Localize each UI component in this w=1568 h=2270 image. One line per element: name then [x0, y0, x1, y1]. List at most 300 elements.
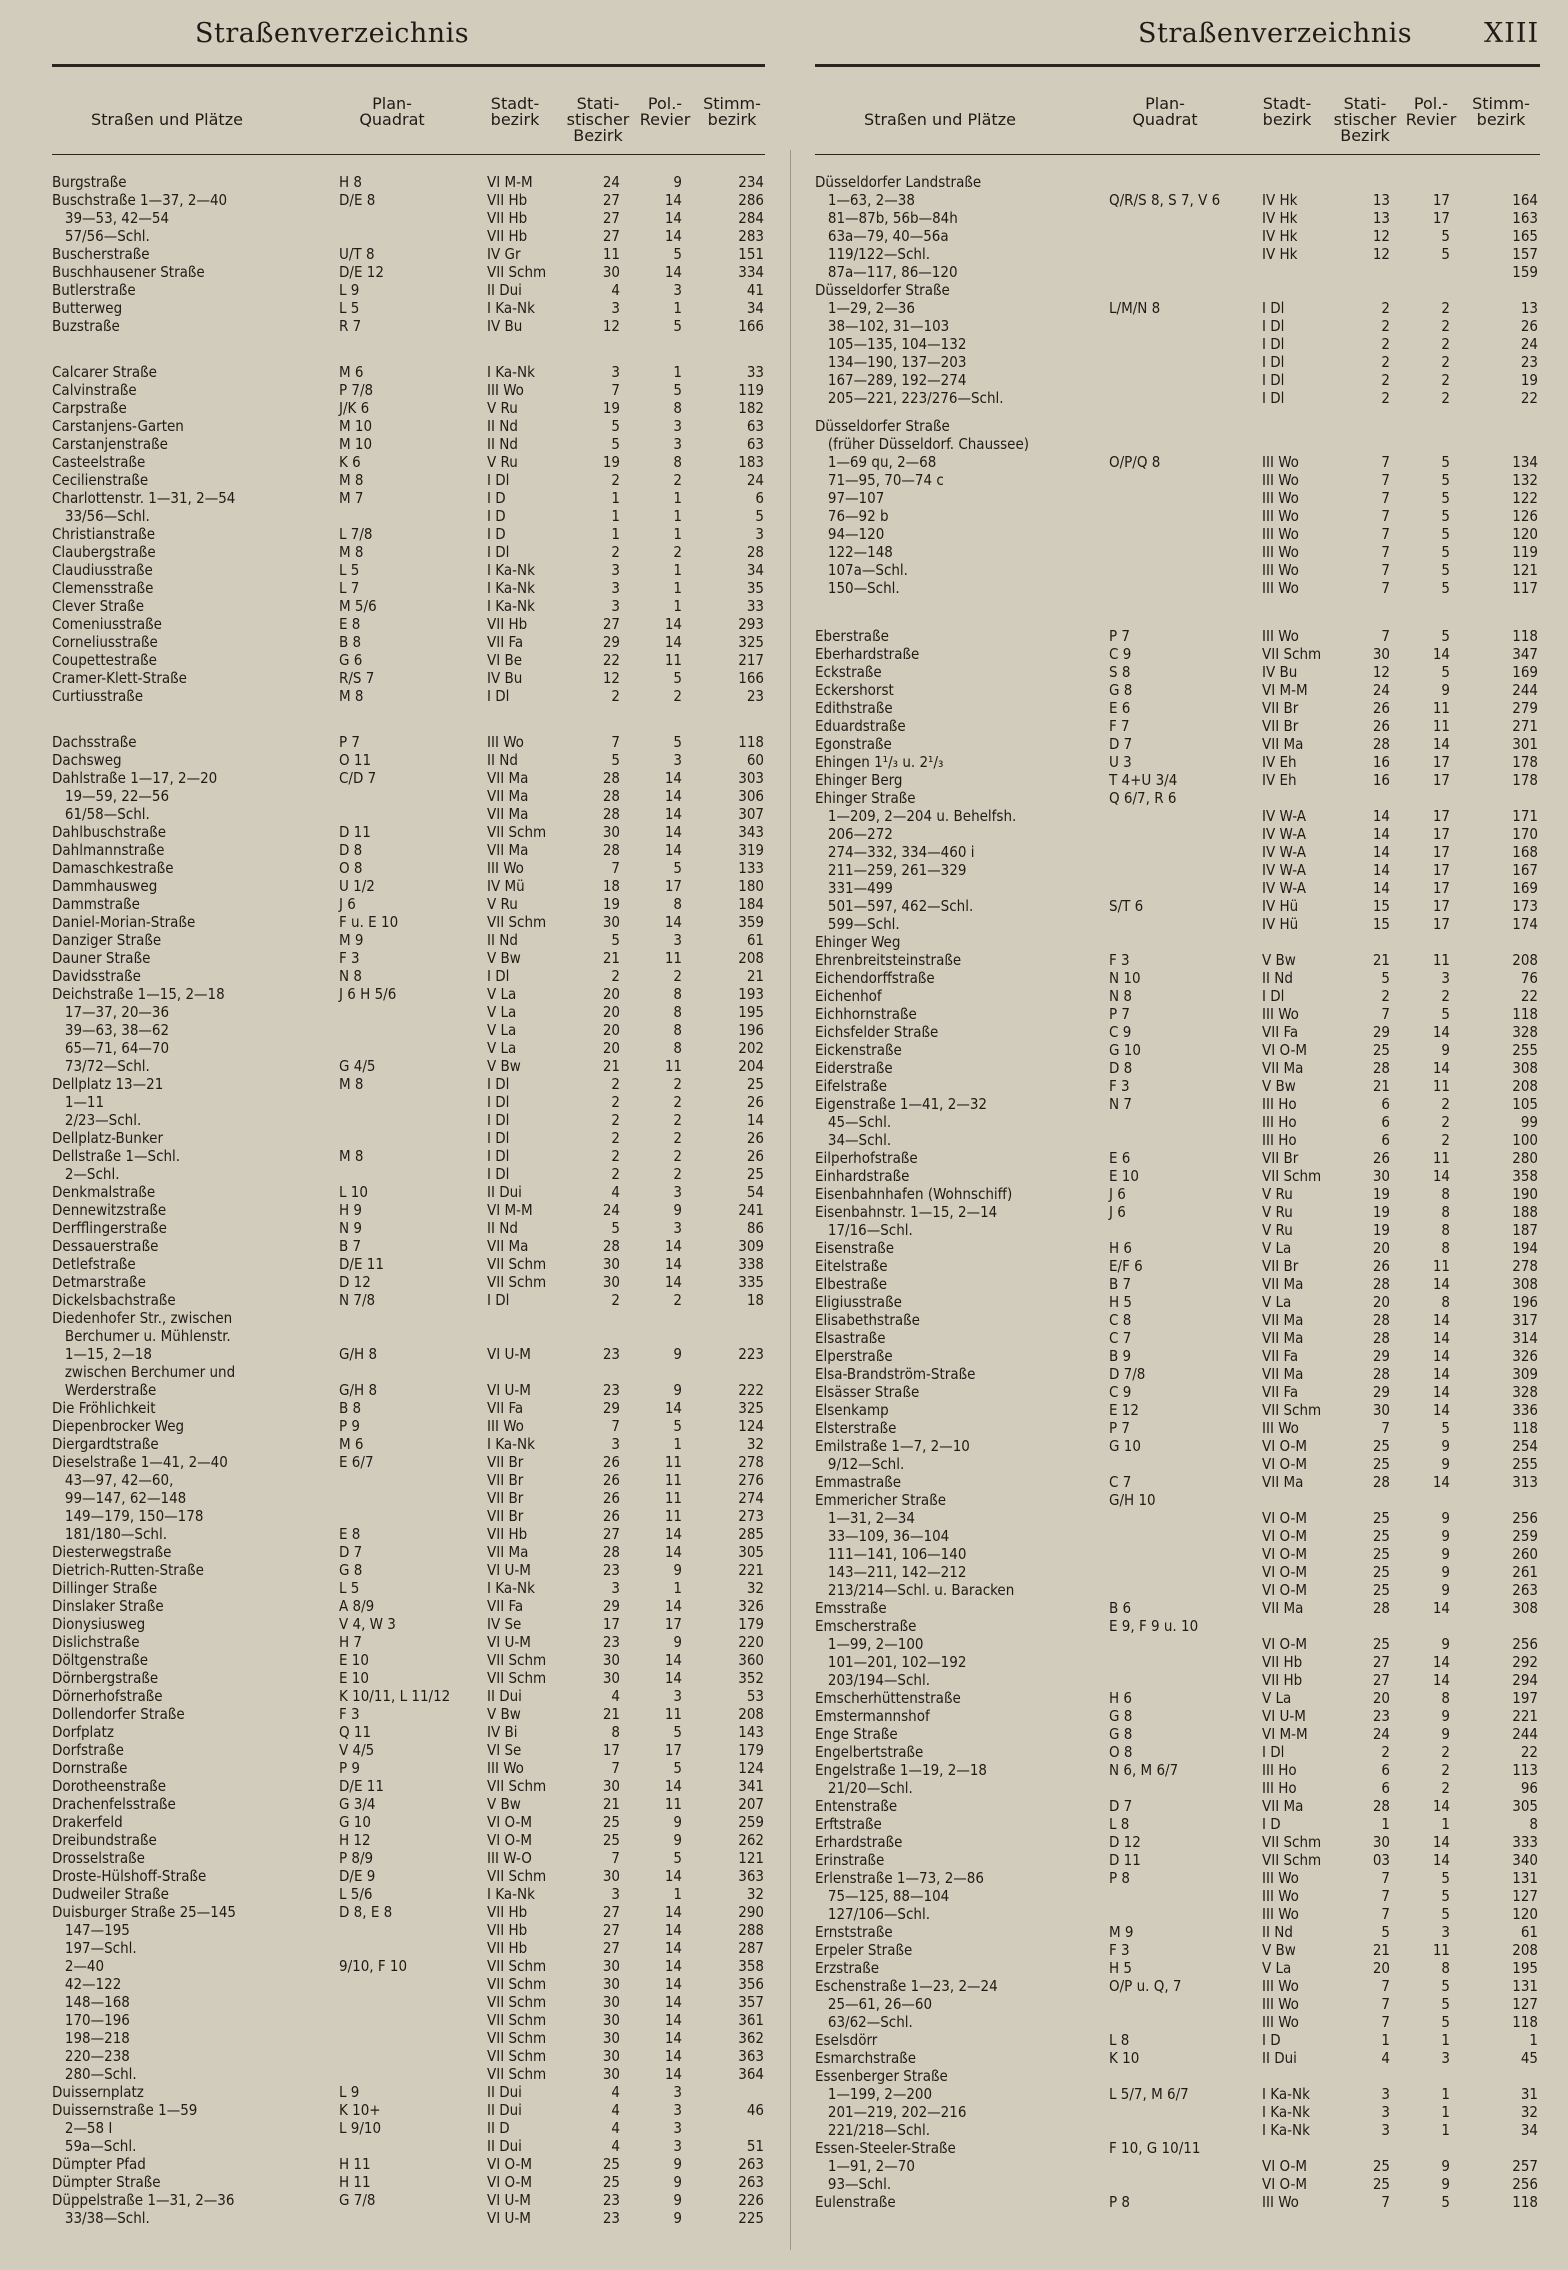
- plan-quadrat: G 3/4: [339, 1795, 376, 1813]
- pol-revier: 1: [1441, 2121, 1450, 2139]
- stadtbezirk: VI O-M: [1262, 1635, 1308, 1653]
- stimmbezirk: 26: [746, 1129, 764, 1147]
- table-row: [52, 733, 765, 751]
- plan-quadrat: O/P u. Q, 7: [1109, 1977, 1182, 1995]
- street-name: Derfflingerstraße: [52, 1219, 167, 1237]
- stadtbezirk: III Ho: [1262, 1095, 1297, 1113]
- table-row: [815, 1095, 1540, 1113]
- statistischer-bezirk: 2: [611, 967, 620, 985]
- street-name: Eligiusstraße: [815, 1293, 902, 1311]
- plan-quadrat: F 3: [1109, 1077, 1130, 1095]
- street-name: Eickenstraße: [815, 1041, 902, 1059]
- stadtbezirk: II Dui: [487, 2137, 522, 2155]
- stimmbezirk: 174: [1512, 915, 1538, 933]
- stimmbezirk: 234: [738, 173, 764, 191]
- street-name: Droste-Hülshoff-Straße: [52, 1867, 207, 1885]
- table-row: [52, 1327, 765, 1345]
- statistischer-bezirk: 3: [611, 561, 620, 579]
- table-row: [815, 245, 1540, 263]
- stadtbezirk: V La: [487, 1021, 517, 1039]
- table-row: [815, 471, 1540, 489]
- street-name: 71—95, 70—74 c: [815, 471, 944, 489]
- table-row: [815, 933, 1540, 951]
- stimmbezirk: 226: [738, 2191, 764, 2209]
- stadtbezirk: VII Hb: [487, 209, 528, 227]
- street-name: Eckstraße: [815, 663, 882, 681]
- table-row: [52, 417, 765, 435]
- street-name: 63/62—Schl.: [815, 2013, 913, 2031]
- stimmbezirk: 307: [738, 805, 764, 823]
- table-row: [52, 669, 765, 687]
- statistischer-bezirk: 7: [1381, 1905, 1390, 1923]
- table-row: [52, 633, 765, 651]
- statistischer-bezirk: 4: [611, 2101, 620, 2119]
- table-row: [815, 525, 1540, 543]
- street-name: Dachsstraße: [52, 733, 137, 751]
- statistischer-bezirk: 20: [602, 1003, 620, 1021]
- stimmbezirk: 23: [746, 687, 764, 705]
- pol-revier: 9: [673, 1813, 682, 1831]
- stadtbezirk: VII Schm: [487, 1975, 547, 1993]
- pol-revier: 3: [673, 751, 682, 769]
- plan-quadrat: H 5: [1109, 1293, 1133, 1311]
- table-row: [52, 949, 765, 967]
- street-name: 1—29, 2—36: [815, 299, 915, 317]
- stadtbezirk: VII Schm: [487, 1777, 547, 1795]
- table-row: [815, 209, 1540, 227]
- street-name: 17—37, 20—36: [52, 1003, 170, 1021]
- stimmbezirk: 25: [746, 1075, 764, 1093]
- table-row: [52, 2173, 765, 2191]
- pol-revier: 14: [664, 2047, 682, 2065]
- stimmbezirk: 21: [746, 967, 764, 985]
- pol-revier: 3: [673, 2137, 682, 2155]
- street-name: Egonstraße: [815, 735, 892, 753]
- statistischer-bezirk: 2: [1381, 389, 1390, 407]
- table-row: [815, 843, 1540, 861]
- plan-quadrat: B 7: [339, 1237, 362, 1255]
- table-row: [52, 317, 765, 335]
- plan-quadrat: H 11: [339, 2155, 371, 2173]
- street-name: Eitelstraße: [815, 1257, 888, 1275]
- statistischer-bezirk: 23: [602, 1381, 620, 1399]
- stimmbezirk: 255: [1512, 1041, 1538, 1059]
- stadtbezirk: I Dl: [1262, 299, 1285, 317]
- stimmbezirk: 194: [1512, 1239, 1538, 1257]
- plan-quadrat: L 9: [339, 281, 360, 299]
- pol-revier: 8: [1441, 1221, 1450, 1239]
- street-name: Erhardstraße: [815, 1833, 903, 1851]
- stadtbezirk: V Bw: [487, 949, 521, 967]
- stadtbezirk: II Nd: [487, 931, 518, 949]
- stadtbezirk: III Ho: [1262, 1131, 1297, 1149]
- pol-revier: 17: [1432, 897, 1450, 915]
- table-row: [815, 969, 1540, 987]
- stadtbezirk: VII Fa: [1262, 1383, 1299, 1401]
- stadtbezirk: V Ru: [487, 453, 518, 471]
- statistischer-bezirk: 5: [611, 931, 620, 949]
- stadtbezirk: V Ru: [1262, 1221, 1293, 1239]
- stimmbezirk: 182: [738, 399, 764, 417]
- statistischer-bezirk: 7: [1381, 1887, 1390, 1905]
- pol-revier: 5: [673, 859, 682, 877]
- statistischer-bezirk: 27: [602, 615, 620, 633]
- plan-quadrat: D/E 9: [339, 1867, 376, 1885]
- stimmbezirk: 187: [1512, 1221, 1538, 1239]
- plan-quadrat: G 10: [1109, 1437, 1141, 1455]
- stadtbezirk: IV Mü: [487, 877, 525, 895]
- stadtbezirk: IV Bu: [487, 317, 523, 335]
- street-name: Esmarchstraße: [815, 2049, 917, 2067]
- table-row: [52, 877, 765, 895]
- plan-quadrat: L 9: [339, 2083, 360, 2101]
- stadtbezirk: I Ka-Nk: [487, 299, 535, 317]
- street-name: Elsenkamp: [815, 1401, 889, 1419]
- stadtbezirk: VII Fa: [1262, 1023, 1299, 1041]
- statistischer-bezirk: 3: [1381, 2121, 1390, 2139]
- pol-revier: 14: [1432, 1473, 1450, 1491]
- statistischer-bezirk: 3: [611, 363, 620, 381]
- statistischer-bezirk: 29: [602, 1597, 620, 1615]
- pol-revier: 9: [1441, 2157, 1450, 2175]
- table-row: [815, 1941, 1540, 1959]
- pol-revier: 9: [1441, 1581, 1450, 1599]
- stadtbezirk: V Ru: [1262, 1185, 1293, 1203]
- street-name: Emstermannshof: [815, 1707, 930, 1725]
- stadtbezirk: I Dl: [1262, 317, 1285, 335]
- stadtbezirk: VI Se: [487, 1741, 522, 1759]
- table-row: [815, 1077, 1540, 1095]
- table-row: [815, 735, 1540, 753]
- header-rule-left: [52, 64, 765, 67]
- table-row: [815, 1239, 1540, 1257]
- stadtbezirk: II Nd: [487, 417, 518, 435]
- table-row: [815, 1887, 1540, 1905]
- stimmbezirk: 166: [738, 669, 764, 687]
- stadtbezirk: VI U-M: [487, 1633, 531, 1651]
- stadtbezirk: IV W-A: [1262, 843, 1306, 861]
- statistischer-bezirk: 7: [1381, 471, 1390, 489]
- stimmbezirk: 76: [1520, 969, 1538, 987]
- statistischer-bezirk: 25: [1372, 2175, 1390, 2193]
- pol-revier: 14: [1432, 1311, 1450, 1329]
- statistischer-bezirk: 25: [1372, 1527, 1390, 1545]
- statistischer-bezirk: 20: [1372, 1689, 1390, 1707]
- street-name: Entenstraße: [815, 1797, 898, 1815]
- stadtbezirk: V La: [1262, 1959, 1292, 1977]
- table-row: [815, 1311, 1540, 1329]
- stimmbezirk: 273: [738, 1507, 764, 1525]
- stadtbezirk: IV Hk: [1262, 191, 1298, 209]
- street-name: Cramer-Klett-Straße: [52, 669, 187, 687]
- table-row: [52, 1705, 765, 1723]
- street-name: Calvinstraße: [52, 381, 137, 399]
- stadtbezirk: III Wo: [487, 381, 524, 399]
- statistischer-bezirk: 7: [1381, 627, 1390, 645]
- statistischer-bezirk: 27: [1372, 1671, 1390, 1689]
- statistischer-bezirk: 20: [602, 985, 620, 1003]
- stadtbezirk: VII Fa: [487, 1399, 524, 1417]
- stimmbezirk: 127: [1512, 1995, 1538, 2013]
- statistischer-bezirk: 24: [1372, 1725, 1390, 1743]
- pol-revier: 11: [664, 1471, 682, 1489]
- table-row: [815, 1815, 1540, 1833]
- stimmbezirk: 132: [1512, 471, 1538, 489]
- statistischer-bezirk: 25: [1372, 1563, 1390, 1581]
- stimmbezirk: 221: [1512, 1707, 1538, 1725]
- plan-quadrat: M 8: [339, 687, 364, 705]
- stadtbezirk: VII Hb: [487, 1939, 528, 1957]
- stadtbezirk: V La: [487, 1039, 517, 1057]
- street-name: 21/20—Schl.: [815, 1779, 913, 1797]
- street-name: Carstanjenstraße: [52, 435, 168, 453]
- street-name: Dörnerhofstraße: [52, 1687, 163, 1705]
- pol-revier: 14: [664, 2029, 682, 2047]
- plan-quadrat: C 7: [1109, 1329, 1132, 1347]
- table-row: [52, 1345, 765, 1363]
- table-row: [52, 1687, 765, 1705]
- street-name: Dickelsbachstraße: [52, 1291, 176, 1309]
- stadtbezirk: VI O-M: [1262, 1455, 1308, 1473]
- statistischer-bezirk: 30: [602, 2065, 620, 2083]
- plan-quadrat: U 1/2: [339, 877, 375, 895]
- plan-quadrat: G/H 8: [339, 1345, 378, 1363]
- statistischer-bezirk: 4: [611, 2137, 620, 2155]
- col-stimm-header: Stimm- bezirk: [703, 94, 761, 129]
- stimmbezirk: 362: [738, 2029, 764, 2047]
- stimmbezirk: 309: [1512, 1365, 1538, 1383]
- street-name: Christianstraße: [52, 525, 156, 543]
- pol-revier: 14: [1432, 1329, 1450, 1347]
- street-name: 501—597, 462—Schl.: [815, 897, 974, 915]
- table-row: [815, 1365, 1540, 1383]
- street-name: 201—219, 202—216: [815, 2103, 967, 2121]
- stimmbezirk: 173: [1512, 897, 1538, 915]
- stimmbezirk: 309: [738, 1237, 764, 1255]
- stimmbezirk: 326: [738, 1597, 764, 1615]
- street-name: 221/218—Schl.: [815, 2121, 930, 2139]
- table-row: [52, 281, 765, 299]
- table-row: [815, 1545, 1540, 1563]
- stadtbezirk: VII Ma: [487, 1237, 529, 1255]
- stimmbezirk: 244: [1512, 681, 1538, 699]
- table-row: [815, 191, 1540, 209]
- table-row: [52, 435, 765, 453]
- stimmbezirk: 208: [1512, 1077, 1538, 1095]
- stadtbezirk: VII Schm: [487, 1669, 547, 1687]
- street-name: Ehinger Straße: [815, 789, 916, 807]
- table-row: [815, 389, 1540, 407]
- stimmbezirk: 23: [1520, 353, 1538, 371]
- table-row: [52, 1039, 765, 1057]
- plan-quadrat: G 8: [339, 1561, 363, 1579]
- plan-quadrat: N 8: [339, 967, 362, 985]
- stadtbezirk: VII Br: [487, 1471, 524, 1489]
- stimmbezirk: 96: [1520, 1779, 1538, 1797]
- street-name: 107a—Schl.: [815, 561, 908, 579]
- pol-revier: 8: [673, 985, 682, 1003]
- street-name: 39—63, 38—62: [52, 1021, 170, 1039]
- plan-quadrat: L 5: [339, 561, 360, 579]
- stadtbezirk: IV Hk: [1262, 245, 1298, 263]
- stimmbezirk: 169: [1512, 879, 1538, 897]
- pol-revier: 14: [664, 1597, 682, 1615]
- stadtbezirk: VII Schm: [1262, 1167, 1322, 1185]
- right-column: [815, 88, 1540, 2238]
- table-row: [52, 1489, 765, 1507]
- statistischer-bezirk: 27: [602, 191, 620, 209]
- table-row: [815, 1005, 1540, 1023]
- plan-quadrat: G 4/5: [339, 1057, 376, 1075]
- stadtbezirk: I Dl: [1262, 335, 1285, 353]
- plan-quadrat: B 6: [1109, 1599, 1132, 1617]
- street-name: 39—53, 42—54: [52, 209, 170, 227]
- stadtbezirk: I Dl: [487, 1165, 510, 1183]
- street-name: Emilstraße 1—7, 2—10: [815, 1437, 970, 1455]
- statistischer-bezirk: 28: [602, 1237, 620, 1255]
- table-row: [815, 753, 1540, 771]
- stadtbezirk: III Wo: [1262, 525, 1299, 543]
- street-name: 63a—79, 40—56a: [815, 227, 949, 245]
- pol-revier: 14: [1432, 1599, 1450, 1617]
- stadtbezirk: II Dui: [1262, 2049, 1297, 2067]
- statistischer-bezirk: 28: [1372, 1365, 1390, 1383]
- statistischer-bezirk: 27: [602, 1525, 620, 1543]
- street-name: Dollendorfer Straße: [52, 1705, 185, 1723]
- stimmbezirk: 127: [1512, 1887, 1538, 1905]
- plan-quadrat: J 6: [1109, 1203, 1126, 1221]
- street-name: Dorotheenstraße: [52, 1777, 167, 1795]
- table-row: [52, 453, 765, 471]
- table-row: [815, 507, 1540, 525]
- table-row: [815, 1869, 1540, 1887]
- street-name: 75—125, 88—104: [815, 1887, 950, 1905]
- statistischer-bezirk: 1: [611, 507, 620, 525]
- statistischer-bezirk: 30: [602, 2011, 620, 2029]
- street-name: Dahlmannstraße: [52, 841, 165, 859]
- table-row: [52, 1129, 765, 1147]
- plan-quadrat: U 3: [1109, 753, 1132, 771]
- pol-revier: 9: [1441, 1437, 1450, 1455]
- street-name: 101—201, 102—192: [815, 1653, 967, 1671]
- stimmbezirk: 317: [1512, 1311, 1538, 1329]
- plan-quadrat: M 8: [339, 471, 364, 489]
- stimmbezirk: 244: [1512, 1725, 1538, 1743]
- plan-quadrat: D/E 11: [339, 1255, 384, 1273]
- pol-revier: 9: [1441, 1509, 1450, 1527]
- table-row: [52, 209, 765, 227]
- table-row: [815, 2013, 1540, 2031]
- stadtbezirk: VII Hb: [487, 227, 528, 245]
- statistischer-bezirk: 29: [1372, 1347, 1390, 1365]
- pol-revier: 5: [1441, 1869, 1450, 1887]
- plan-quadrat: P 7: [1109, 1005, 1131, 1023]
- stimmbezirk: 22: [1520, 1743, 1538, 1761]
- stimmbezirk: 193: [738, 985, 764, 1003]
- plan-quadrat: P 8/9: [339, 1849, 374, 1867]
- stadtbezirk: VII Br: [487, 1453, 524, 1471]
- stadtbezirk: III Wo: [1262, 1005, 1299, 1023]
- street-name: Eisenstraße: [815, 1239, 895, 1257]
- pol-revier: 5: [1441, 561, 1450, 579]
- stadtbezirk: I Ka-Nk: [487, 1579, 535, 1597]
- stadtbezirk: II Nd: [487, 1219, 518, 1237]
- street-name: 205—221, 223/276—Schl.: [815, 389, 1004, 407]
- plan-quadrat: O/P/Q 8: [1109, 453, 1161, 471]
- pol-revier: 9: [1441, 1545, 1450, 1563]
- stadtbezirk: VII Ma: [487, 1543, 529, 1561]
- stimmbezirk: 279: [1512, 699, 1538, 717]
- plan-quadrat: G/H 8: [339, 1381, 378, 1399]
- street-name: 1—99, 2—100: [815, 1635, 924, 1653]
- stimmbezirk: 8: [1529, 1815, 1538, 1833]
- statistischer-bezirk: 28: [1372, 735, 1390, 753]
- plan-quadrat: K 10/11, L 11/12: [339, 1687, 451, 1705]
- plan-quadrat: E 6: [1109, 1149, 1131, 1167]
- stimmbezirk: 208: [738, 1705, 764, 1723]
- plan-quadrat: H 6: [1109, 1239, 1133, 1257]
- statistischer-bezirk: 28: [602, 787, 620, 805]
- page-header-right: Straßenverzeichnis: [1138, 18, 1413, 49]
- plan-quadrat: M 8: [339, 1075, 364, 1093]
- plan-quadrat: D 8: [1109, 1059, 1133, 1077]
- plan-quadrat: L 8: [1109, 2031, 1130, 2049]
- stadtbezirk: IV W-A: [1262, 825, 1306, 843]
- pol-revier: 2: [673, 1165, 682, 1183]
- stimmbezirk: 357: [738, 1993, 764, 2011]
- table-row: [52, 1723, 765, 1741]
- pol-revier: 14: [1432, 1275, 1450, 1293]
- stadtbezirk: V Bw: [1262, 951, 1296, 969]
- stimmbezirk: 284: [738, 209, 764, 227]
- stadtbezirk: VI O-M: [1262, 1545, 1308, 1563]
- pol-revier: 9: [1441, 1563, 1450, 1581]
- stimmbezirk: 359: [738, 913, 764, 931]
- pol-revier: 9: [673, 173, 682, 191]
- pol-revier: 14: [1432, 1059, 1450, 1077]
- table-row: [815, 1167, 1540, 1185]
- stadtbezirk: VII Schm: [487, 1957, 547, 1975]
- street-name: Butlerstraße: [52, 281, 136, 299]
- statistischer-bezirk: 28: [602, 1543, 620, 1561]
- stimmbezirk: 124: [738, 1759, 764, 1777]
- stadtbezirk: V La: [1262, 1239, 1292, 1257]
- pol-revier: 3: [673, 435, 682, 453]
- pol-revier: 17: [1432, 807, 1450, 825]
- statistischer-bezirk: 23: [1372, 1707, 1390, 1725]
- stimmbezirk: 255: [1512, 1455, 1538, 1473]
- stimmbezirk: 308: [1512, 1275, 1538, 1293]
- table-row: [815, 1113, 1540, 1131]
- stimmbezirk: 24: [1520, 335, 1538, 353]
- plan-quadrat: E 10: [339, 1669, 369, 1687]
- pol-revier: 14: [664, 1651, 682, 1669]
- street-name: 34—Schl.: [815, 1131, 892, 1149]
- pol-revier: 9: [1441, 2175, 1450, 2193]
- plan-quadrat: T 4+U 3/4: [1109, 771, 1178, 789]
- stadtbezirk: VII Ma: [487, 841, 529, 859]
- statistischer-bezirk: 5: [1381, 969, 1390, 987]
- plan-quadrat: B 9: [1109, 1347, 1132, 1365]
- street-name: 61/58—Schl.: [52, 805, 150, 823]
- street-name: 2/23—Schl.: [52, 1111, 142, 1129]
- pol-revier: 5: [1441, 489, 1450, 507]
- statistischer-bezirk: 2: [611, 1165, 620, 1183]
- street-name: Diepenbrocker Weg: [52, 1417, 185, 1435]
- stadtbezirk: VII Ma: [1262, 1365, 1304, 1383]
- plan-quadrat: P 7: [1109, 627, 1131, 645]
- table-row: [52, 967, 765, 985]
